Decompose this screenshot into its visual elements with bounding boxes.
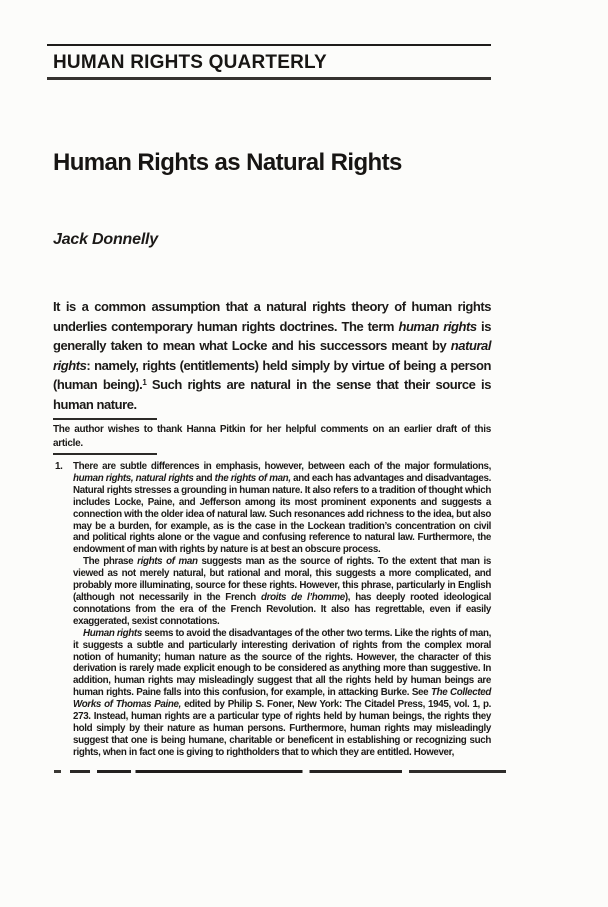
acknowledgment-rule-bottom [53, 453, 157, 455]
acknowledgment-note: The author wishes to thank Hanna Pitkin for her helpful comments on an earlier draft of this article. [53, 424, 491, 449]
footnote-number: 1. [55, 461, 63, 472]
footnote-paragraph: The phrase rights of man suggests man as the source of rights. To the extent that man is viewed as not merely natural, but rational and moral, this suggests a more complicated, and probably more illuminating, source for these rights. However, this phrase, particularly in English (although not necessarily in the French droits de l’homme), has deeply rooted ideological connotations from the era of the French Revolution. It also has regrettable, even if easily exaggerated, sexist connotations. [73, 556, 492, 627]
footnote-1 [53, 461, 491, 759]
page-content-column [53, 44, 491, 773]
acknowledgment-rule-top [53, 418, 157, 420]
journal-masthead: HUMAN RIGHTS QUARTERLY [53, 52, 327, 73]
page-bottom-rule [54, 770, 506, 773]
article-lead-paragraph: It is a common assumption that a natural rights theory of human rights underlies contemporary human rights doctrines. The term human rights is generally taken to mean what Locke and his successors meant by natural rights: namely, rights (entitlements) held simply by virtue of being a person (human being).$^1$ Such rights are natural in the sense that their source is human nature. [53, 299, 491, 412]
footnote-text [73, 461, 491, 759]
footnote-paragraph: There are subtle differences in emphasis, however, between each of the major formulations, human rights, natural rights and the rights of man, and each has advantages and disadvantages. Natural rights stresses a grounding in human nature. It also refers to a tradition of thought which includes Locke, Paine, and Jefferson among its most prominent exponents and suggests a connection with the older idea of natural law. Such resonances add richness to the idea, but also may be a burden, for example, as is the case in the Lockean tradition’s concentration on civil and political rights alone or the vague and confusing reference to natural law. Furthermore, the endowment of man with rights by nature is at best an obscure process. [73, 461, 491, 556]
masthead-rule-top [47, 44, 491, 46]
article-title: Human Rights as Natural Rights [53, 149, 402, 176]
footnote-paragraph: Human rights seems to avoid the disadvantages of the other two terms. Like the rights of man, it suggests a subtle and particularly interesting derivation of rights from the complex moral notion of humanity; human nature as the source of the rights. However, the character of this derivation is rarely made explicit enough to be considered as anything more than suggestive. In addition, human rights may misleadingly suggest that all the rights held by human beings are human rights. Paine falls into this confusion, for example, in attacking Burke. See The Collected Works of Thomas Paine, edited by Philip S. Foner, New York: The Citadel Press, 1945, vol. 1, p. 273. Instead, human rights are a particular type of rights held by human beings, the rights they hold simply by their nature as human persons. Furthermore, human rights may misleadingly suggest that one is being humane, charitable or beneficent in establishing or recognizing such rights, when in fact one is giving to rightholders that to which they are entitled. However, [73, 627, 491, 758]
masthead-rule-bottom [47, 77, 491, 80]
article-author: Jack Donnelly [53, 231, 159, 248]
